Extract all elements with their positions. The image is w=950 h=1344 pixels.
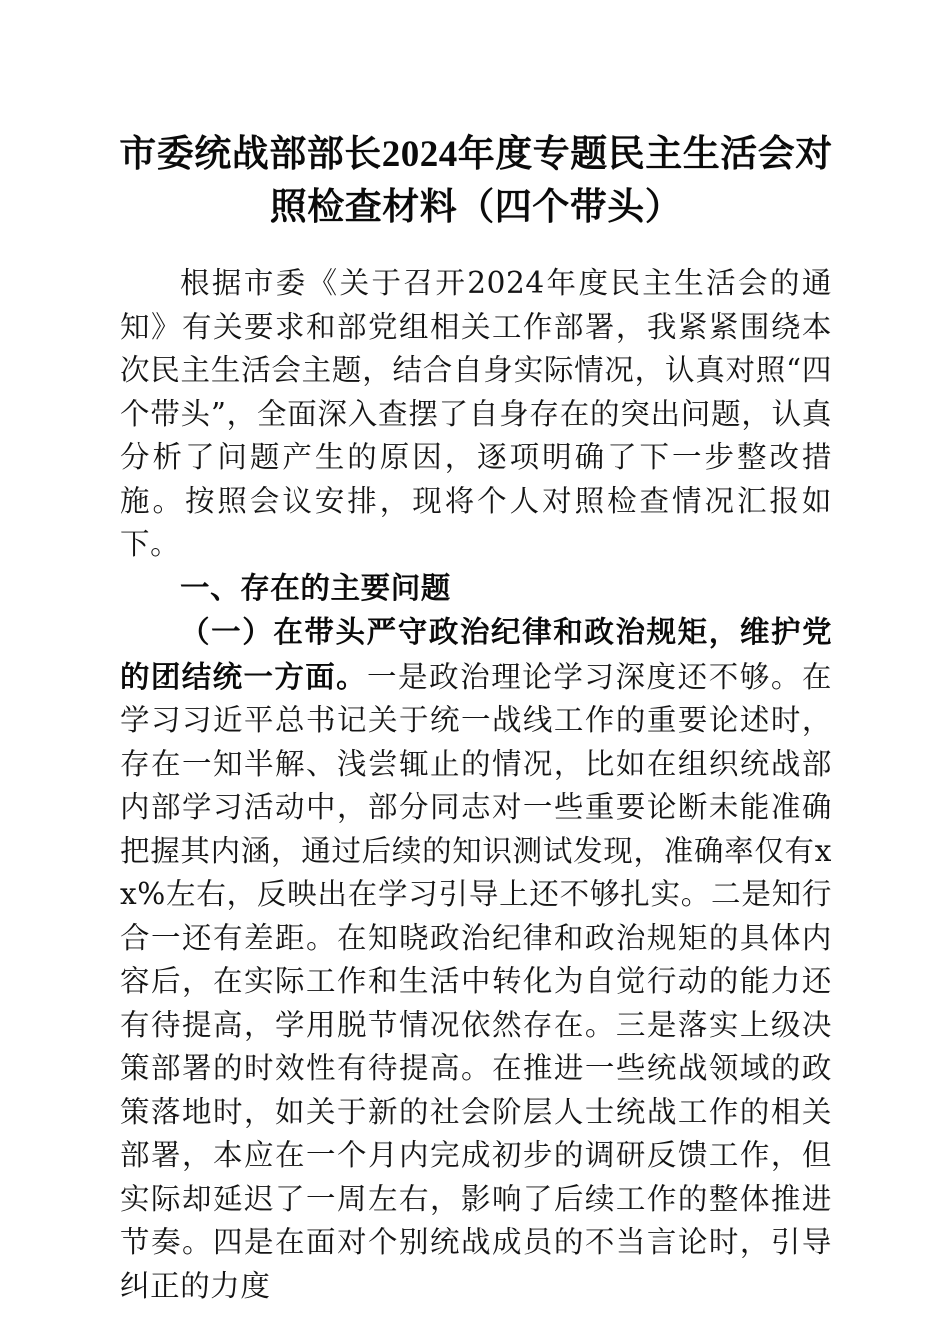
page-title bbox=[118, 128, 834, 234]
intro-paragraph: 根据市委《关于召开2024年度民主生活会的通知》有关要求和部党组相关工作部署，我紧紧围绕本次民主生活会主题，结合自身实际情况，认真对照“四个带头”，全面深入查摆了自身存在的突出问题，认真分析了问题产生的原因，逐项明确了下一步整改措施。按照会议安排，现将个人对照检查情况汇报如下。 bbox=[120, 266, 832, 561]
section-heading-main-problems: 一、存在的主要问题 bbox=[180, 571, 451, 605]
subsection-one-lead: （一）在带头严守政治纪律和政治规矩，维护党的团结统一方面。 bbox=[120, 614, 832, 694]
page-title-line-2: 照检查材料（四个带头） bbox=[269, 187, 683, 228]
subsection-one-body: 一是政治理论学习深度还不够。在学习习近平总书记关于统一战线工作的重要论述时，存在一知半解、浅尝辄止的情况，比如在组织统战部内部学习活动中，部分同志对一些重要论断未能准确把握其内涵，通过后续的知识测试发现，准确率仅有xx%左右，反映出在学习引导上还不够扎实。二是知行合一还有差距。在知晓政治纪律和政治规矩的具体内容后，在实际工作和生活中转化为自觉行动的能力还有待提高，学用脱节情况依然存在。三是落实上级决策部署的时效性有待提高。在推进一些统战领域的政策落地时，如关于新的社会阶层人士统战工作的相关部署，本应在一个月内完成初步的调研反馈工作，但实际却延迟了一周左右，影响了后续工作的整体推进节奏。四是在面对个别统战成员的不当言论时，引导纠正的力度 bbox=[120, 659, 832, 1303]
document-body bbox=[120, 262, 832, 1308]
subsection-one-paragraph bbox=[120, 610, 832, 1308]
page-title-line-1: 市委统战部部长2024年度专题民主生活会对 bbox=[119, 134, 833, 175]
